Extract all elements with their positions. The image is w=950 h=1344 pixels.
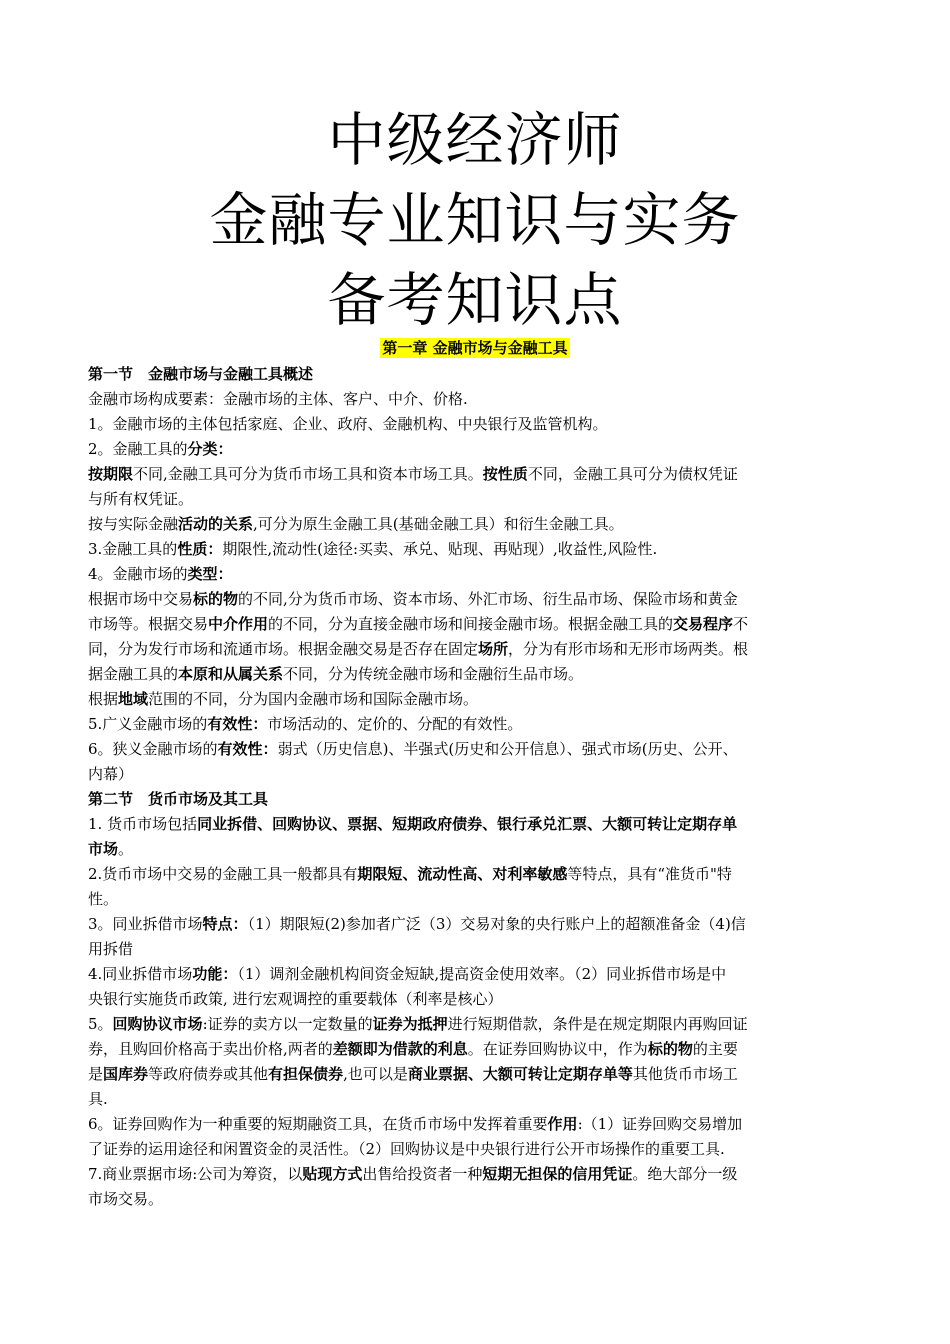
paragraph-line xyxy=(88,712,858,737)
paragraph-line xyxy=(88,912,858,937)
bold-term: 标的物 xyxy=(193,590,239,608)
text-run: 市场交易。 xyxy=(88,1190,164,1208)
text-run: 1. 货币市场包括 xyxy=(88,815,198,833)
text-run: 3.金融工具的 xyxy=(88,540,178,558)
bold-term: 回购协议市场 xyxy=(112,1015,203,1033)
paragraph-line xyxy=(88,512,858,537)
paragraph-line xyxy=(88,887,858,912)
bold-term: 有担保债券 xyxy=(268,1065,344,1083)
text-run: 市场活动的、定价的、分配的有效性。 xyxy=(267,715,523,733)
text-run: 范围的不同，分为国内金融市场和国际金融市场。 xyxy=(148,690,479,708)
text-run: 。 xyxy=(118,840,134,858)
text-run: 根据市场中交易 xyxy=(88,590,194,608)
bold-term: 短期无担保的信用凭证 xyxy=(482,1165,633,1183)
paragraph-line xyxy=(88,587,858,612)
paragraph-line xyxy=(88,737,858,762)
bold-term: 有效性： xyxy=(207,715,268,733)
text-run: 5。 xyxy=(88,1015,113,1033)
text-run: :（1）证券回购交易增加 xyxy=(577,1115,743,1133)
bold-term: 商业票据、大额可转让定期存单等 xyxy=(407,1065,633,1083)
document-body xyxy=(88,362,858,1212)
bold-term: 场所 xyxy=(478,640,509,658)
paragraph-line xyxy=(88,487,858,512)
text-run: 7.商业票据市场:公司为筹资，以 xyxy=(88,1165,303,1183)
section-heading: 第二节 货币市场及其工具 xyxy=(88,790,269,808)
text-run: :证券的卖方以一定数量的 xyxy=(202,1015,373,1033)
text-run: 券，且购回价格高于卖出价格,两者的 xyxy=(88,1040,333,1058)
paragraph-line xyxy=(88,1137,858,1162)
text-run: 6。狭义金融市场的 xyxy=(88,740,218,758)
text-run: 2.货币市场中交易的金融工具一般都具有 xyxy=(88,865,358,883)
text-run: 金融市场构成要素：金融市场的主体、客户、中介、价格. xyxy=(88,390,468,408)
text-run: ,也可以是 xyxy=(343,1065,408,1083)
text-run: 2。金融工具的 xyxy=(88,440,188,458)
bold-term: 证券为抵押 xyxy=(372,1015,448,1033)
paragraph-line xyxy=(88,1162,858,1187)
paragraph-line xyxy=(88,1012,858,1037)
text-run: 具. xyxy=(88,1090,108,1108)
text-run: 3。同业拆借市场 xyxy=(88,915,203,933)
paragraph-line xyxy=(88,1187,858,1212)
paragraph-line xyxy=(88,637,858,662)
paragraph-line xyxy=(88,762,858,787)
bold-term: 有效性： xyxy=(217,740,278,758)
text-run: 进行短期借款，条件是在规定期限内再购回证 xyxy=(447,1015,748,1033)
bold-term: 期限短、流动性高、对利率敏感 xyxy=(357,865,568,883)
paragraph-line xyxy=(88,987,858,1012)
text-run: 不同，分为传统金融市场和金融衍生品市场。 xyxy=(283,665,584,683)
bold-term: 分类： xyxy=(187,440,233,458)
paragraph-line xyxy=(88,537,858,562)
text-run: （1）调剂金融机构间资金短缺,提高资金使用效率。（2）同业拆借市场是中 xyxy=(237,965,727,983)
text-run: 不同，金融工具可分为债权凭证 xyxy=(527,465,738,483)
text-run: 等政府债券或其他 xyxy=(148,1065,269,1083)
title-line-2: 金融专业知识与实务 xyxy=(209,186,741,254)
bold-term: 本原和从属关系 xyxy=(178,665,284,683)
bold-term: 市场 xyxy=(88,840,119,858)
text-run: 。在证券回购协议中，作为 xyxy=(467,1040,648,1058)
bold-term: 差额即为借款的利息 xyxy=(332,1040,468,1058)
text-run: 4。金融市场的 xyxy=(88,565,188,583)
text-run: 出售给投资者一种 xyxy=(362,1165,483,1183)
text-run: 按与实际金融 xyxy=(88,515,179,533)
paragraph-line xyxy=(88,437,858,462)
paragraph-line xyxy=(88,962,858,987)
bold-term: 贴现方式 xyxy=(302,1165,363,1183)
bold-term: 交易程序 xyxy=(673,615,734,633)
document-title xyxy=(0,100,950,340)
text-run: 4.同业拆借市场 xyxy=(88,965,193,983)
paragraph-line xyxy=(88,837,858,862)
text-run: ，分为有形市场和无形市场两类。根 xyxy=(508,640,749,658)
bold-term: 特点： xyxy=(202,915,248,933)
paragraph-line xyxy=(88,812,858,837)
text-run: 其他货币市场工 xyxy=(632,1065,738,1083)
text-run: （1）期限短(2)参加者广泛（3）交易对象的央行账户上的超额准备金（4)信 xyxy=(247,915,746,933)
paragraph-line xyxy=(88,1062,858,1087)
bold-term: 按性质 xyxy=(482,465,528,483)
paragraph-line xyxy=(88,562,858,587)
paragraph-line xyxy=(88,612,858,637)
paragraph-line xyxy=(88,412,858,437)
text-run: 据金融工具的 xyxy=(88,665,179,683)
paragraph-line xyxy=(88,1112,858,1137)
section-heading: 第一节 金融市场与金融工具概述 xyxy=(88,365,314,383)
bold-term: 同业拆借、回购协议、票据、短期政府债券、银行承兑汇票、大额可转让定期存单 xyxy=(197,815,738,833)
paragraph-line xyxy=(88,687,858,712)
text-run: 央银行实施货币政策, 进行宏观调控的重要载体（利率是核心） xyxy=(88,990,503,1008)
text-run: 的不同,分为货币市场、资本市场、外汇市场、衍生品市场、保险市场和黄金 xyxy=(238,590,738,608)
text-run: 弱式（历史信息)、半强式(历史和公开信息）、强式市场(历史、公开、 xyxy=(277,740,738,758)
text-run: 内幕） xyxy=(88,765,134,783)
text-run: 市场等。根据交易 xyxy=(88,615,209,633)
bold-term: 性质： xyxy=(177,540,223,558)
text-run: 期限性,流动性(途径:买卖、承兑、贴现、再贴现）,收益性,风险性. xyxy=(222,540,658,558)
text-run: 的不同，分为直接金融市场和间接金融市场。根据金融工具的 xyxy=(268,615,674,633)
bold-term: 作用 xyxy=(547,1115,578,1133)
bold-term: 类型： xyxy=(187,565,233,583)
title-line-1: 中级经济师 xyxy=(327,106,623,174)
text-run: 5.广义金融市场的 xyxy=(88,715,208,733)
text-run: 用拆借 xyxy=(88,940,134,958)
bold-term: 按期限 xyxy=(88,465,134,483)
text-run: ,可分为原生金融工具(基础金融工具）和衍生金融工具。 xyxy=(253,515,624,533)
bold-term: 地域 xyxy=(118,690,149,708)
text-run: 是 xyxy=(88,1065,104,1083)
paragraph-line xyxy=(88,1037,858,1062)
text-run: 不 xyxy=(733,615,749,633)
chapter-heading-wrap xyxy=(0,338,950,358)
paragraph-line xyxy=(88,462,858,487)
bold-term: 国库券 xyxy=(103,1065,149,1083)
paragraph-line xyxy=(88,387,858,412)
title-line-3: 备考知识点 xyxy=(327,266,623,334)
paragraph-line xyxy=(88,662,858,687)
paragraph-line xyxy=(88,1087,858,1112)
text-run: 。绝大部分一级 xyxy=(632,1165,738,1183)
text-run: 与所有权凭证。 xyxy=(88,490,194,508)
chapter-heading: 第一章 金融市场与金融工具 xyxy=(382,339,568,357)
text-run: 同，分为发行市场和流通市场。根据金融交易是否存在固定 xyxy=(88,640,479,658)
bold-term: 标的物 xyxy=(647,1040,693,1058)
bold-term: 中介作用 xyxy=(208,615,269,633)
bold-term: 活动的关系 xyxy=(178,515,254,533)
text-run: 根据 xyxy=(88,690,119,708)
paragraph-line xyxy=(88,937,858,962)
text-run: 了证券的运用途径和闲置资金的灵活性。（2）回购协议是中央银行进行公开市场操作的重要工具. xyxy=(88,1140,725,1158)
text-run: 性。 xyxy=(88,890,119,908)
paragraph-line xyxy=(88,862,858,887)
text-run: 6。证券回购作为一种重要的短期融资工具，在货币市场中发挥着重要 xyxy=(88,1115,548,1133)
text-run: 不同,金融工具可分为货币市场工具和资本市场工具。 xyxy=(133,465,483,483)
bold-term: 功能： xyxy=(192,965,238,983)
text-run: 的主要 xyxy=(692,1040,738,1058)
text-run: 等特点，具有“准货币"特 xyxy=(567,865,732,883)
text-run: 1。金融市场的主体包括家庭、企业、政府、金融机构、中央银行及监管机构。 xyxy=(88,415,608,433)
